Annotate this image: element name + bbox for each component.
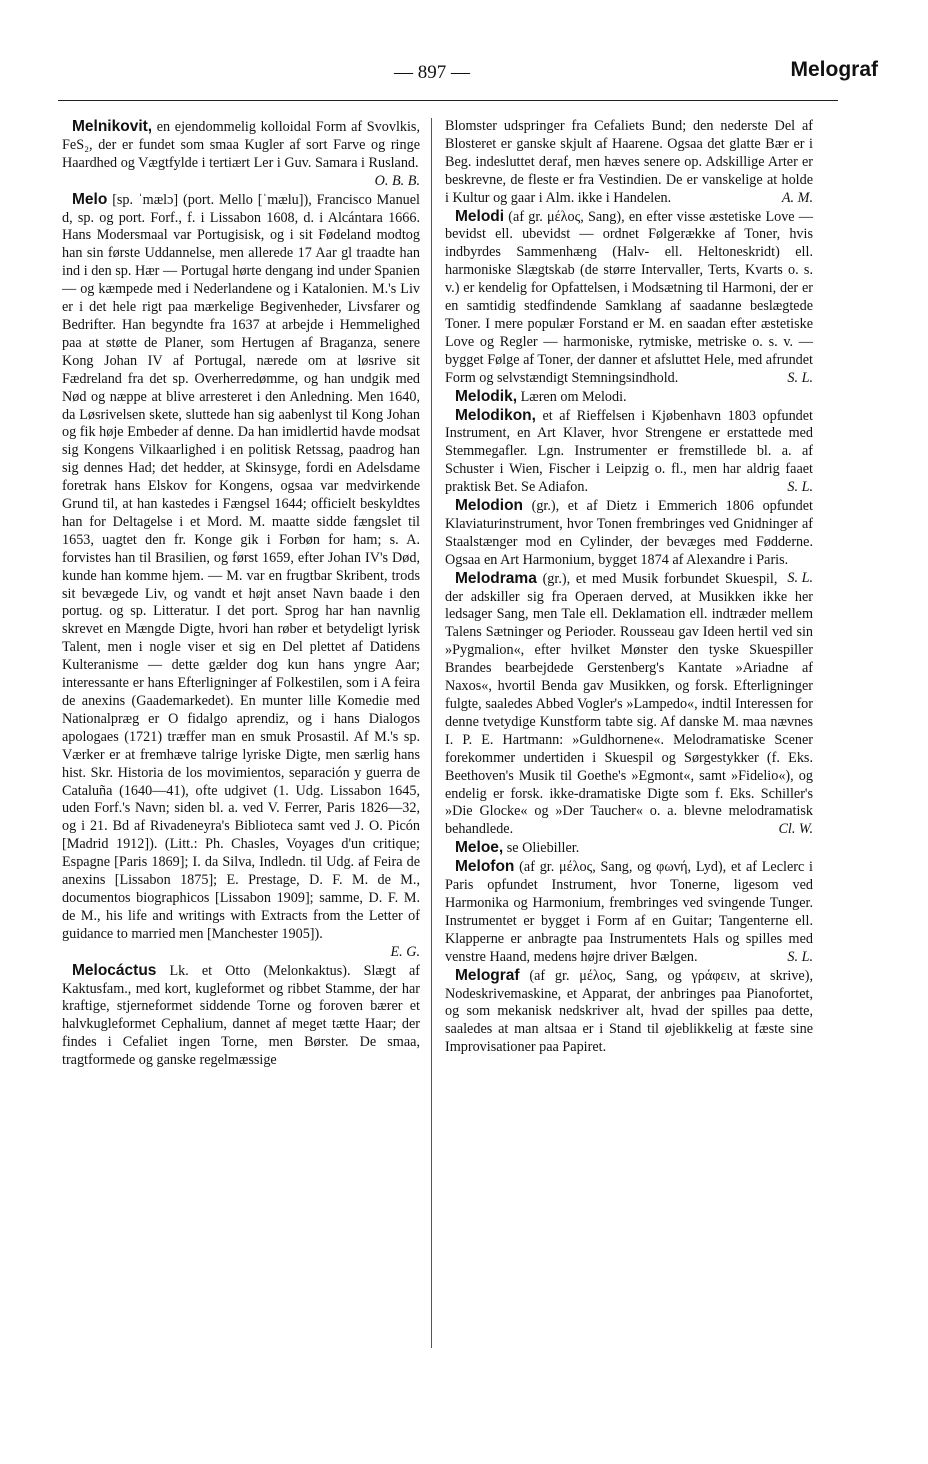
entry-text: (af gr. μέλος, Sang, og γράφειν, at skrive), Nodeskrivemaskine, et Apparat, der anbringes paa Pianofortet, og som mekanisk nedskriver alt, hvad der spilles paa dette, saaledes at man altsaa er i Stand til øjeblikkelig at fæste sine Improvisationer paa Papiret. bbox=[445, 967, 813, 1056]
page-number: — 897 — bbox=[394, 62, 470, 83]
entry-text: Blomster udspringer fra Cefaliets Bund; den nederste Del af Blosteret er ganske skjult af Haarene. Ogsaa det glatte Bær er i Beg. indesluttet deraf, men hæves senere op. Adskillige Arter er beskrevne, de fleste er fra Vestindien. De er vanskelige at holde i Kultur og gaar i Alm. ikke i Handelen. bbox=[445, 118, 813, 206]
entry-melnikovit bbox=[62, 118, 420, 191]
entry-headword: Melo bbox=[72, 190, 108, 208]
entry-melodikon bbox=[445, 407, 813, 498]
entry-melodrama bbox=[445, 570, 813, 840]
left-column bbox=[62, 118, 420, 1070]
entry-text: (af gr. μέλος, Sang), en efter visse æstetiske Love — bevidst ell. ubevidst — ordnet Følgerække af Toner, hvis indbyrdes Sammenhæng (Halv- ell. Heltoneskridt) ell. harmoniske Slægtskab (de større Intervaller, Terts, Kvarts o. s. v.) er kendelig for Opfattelsen, i Modsætning til Harmoni, der er en samtidig stedfindende Samklang af saadanne beslægtede Toner. I mere populær Forstand er M. en saadan efter æstetiske Love og Regler — harmoniske, rytmiske, metriske o. s. v. — bygget Følge af Toner, der danner et afsluttet Hele, med afrundet Form og selvstændigt Stemningsindhold. bbox=[445, 208, 813, 386]
entry-signature: Cl. W. bbox=[778, 821, 813, 838]
entry-signature: S. L. bbox=[787, 369, 813, 386]
entry-text: se Oliebiller. bbox=[503, 840, 580, 857]
entry-signature: A. M. bbox=[781, 189, 813, 206]
entry-headword: Melodrama bbox=[455, 569, 537, 587]
entry-melodi bbox=[445, 208, 813, 388]
entry-melocactus-continued bbox=[445, 118, 813, 208]
entry-text: en ejendommelig kolloidal Form af Svovlkis, FeS₂, der er fundet som smaa Kugler af sort Farve og ringe Haardhed og Vægtfylde i tertiært Ler i Guv. Samara i Rusland. bbox=[62, 119, 420, 171]
column-divider bbox=[431, 118, 432, 1348]
entry-text: (gr.), et af Dietz i Emmerich 1806 opfundet Klaviaturinstrument, hvor Tonen frembringes ved Gnidninger af Staalstænger mod en Cylinder, der bevæges med Fødderne. Ogsaa en Art Harmonium, bygget 1874 af Alexandre i Paris. bbox=[445, 498, 813, 568]
running-head: Melograf bbox=[790, 58, 878, 81]
entry-text: (gr.), et med Musik forbundet Skuespil, der adskiller sig fra Operaen derved, at Musikken ikke her ledsager Sang, men Tale ell. Deklamation ell. indtræder mellem Talens Sætninger og Perioder. Rousseau gav Ideen hertil ved sin »Pygmalion«, efter hvilket Mønster den tyske Skuespiller Brandes bearbejdede Gerstenberg's Kantate »Ariadne af Naxos«, hvortil Benda gav Musikken, og forsk. Efterligninger fulgte, saaledes Abbed Vogler's »Lampedo«, indtil Interessen for denne tvetydige Kunstform tabte sig. Af danske M. maa nævnes I. P. E. Hartmann: »Guldhornene«. Melodramatiske Scener forekommer undertiden i Skuespil og Sørgestykker (f. Eks. Beethoven's Musik til Goethe's »Egmont«, samt »Fidelio«), og endelig er forsk. ikke-dramatiske Digte som f. Eks. Schiller's »Die Glocke« og »Der Taucher« o. a. blevne melodramatisk behandlede. bbox=[445, 570, 813, 838]
entry-headword: Melodion bbox=[455, 497, 524, 515]
right-column bbox=[445, 118, 813, 1057]
entry-text: [sp. ˈmælɔ] (port. Mello [ˈmælu]), Francisco Manuel d, sp. og port. Forf., f. i Lissabon 1608, d. i Alcántara 1666. Hans Modersmaal var Portugisisk, og i sit Fødeland modtog han sin første Uddannelse, men allerede 17 Aar gl traadte han ind i den sp. Hær — Portugal hørte dengang ind under Spanien — og kæmpede med i Nederlandene og i Katalonien. M.'s Liv er i det hele rigt paa mærkelige Begivenheder, Livsfarer og Bedrifter. Han begyndte fra 1637 at arbejde i Hemmelighed paa at støtte de Planer, som Hertugen af Braganza, senere Kong Johan IV af Portugal, nærede om at løsrive sit Fædreland fra det sp. Overherredømme, og han undgik med Nød og næppe at blive arresteret i den Anledning. Men 1640, da Løsrivelsen skete, sluttede han sig aabenlyst til Kong Johan og fik høje Embeder af denne. Da han imidlertid havde modsat sig Kongens Vilkaarlighed i en politisk Retssag, paadrog han sig dennes Had; det hedder, at Skinsyge, fordi en Adelsdame foretrak hans Elskov for Kongens, ogsaa var medvirkende Grund til, at han kastedes i Fængsel 1644; officielt beskyldtes han for Deltagelse i et Mord. M. maatte sidde fængslet til 1653, uagtet den fr. Konge gik i Forbøn for ham; s. A. forvistes han til Brasilien, og først 1659, efter Johan IV's Død, kunde han komme hjem. — M. var en frugtbar Skribent, trods sit bevægede Liv, og vandt et højt anset Navn baade i den portug. og sp. Litteratur. I det port. Sprog har han navnlig skrevet en Mængde Digte, hvori han røber et betydeligt lyrisk Talent, men i nogle viser et sig en Del plettet af Datidens Kulteranisme — dette gælder dog kun hans yngre Aar; interessante er hans Efterligninger af Folkestilen, som i A feira de anexins (Gaademarkedet). En munter lille Komedie med Nationalpræg er O fidalgo aprendiz, og i hans Dialogos apologaes (1721) træffer man en smuk Prosastil. Af M.'s sp. Værker er at fremhæve talrige lyriske Digte, men særlig hans hist. Skr. Historia de los movimientos, separación y guerra de Cataluña (1640—41), ofte udgivet (1. Udg. Lissabon 1645, uden Forf.'s Navn; siden bl. a. ved V. Ferrer, Paris 1826—32, og i 21. Bd af Rivadeneyra's Biblioteca samt ved J. O. Picón [Madrid 1912]). (Litt.: Ph. Chasles, Voyages d'un critique; Espagne [Paris 1869]; I. da Silva, Indledn. til Udg. af Feira de anexins [Lissabon 1875]; E. Prestage, D. F. M. de M., documentos biographicos [Lissabon 1909]; samme, D. F. M. de M., his life and writings with Extracts from the Letter of guidance to married men [Manchester 1905]). bbox=[62, 191, 420, 942]
entry-headword: Melocáctus bbox=[72, 961, 157, 979]
entry-text: et af Rieffelsen i Kjøbenhavn 1803 opfundet Instrument, en Art Klaver, hvor Strengene er erstattede med Stemmegafler. Lgn. Instrumenter er fremstillede bl. a. af Schuster i Wien, Fischer i Leipzig o. fl., men har aldrig faaet praktisk Bet. Se Adiafon. bbox=[445, 407, 813, 496]
entry-melodik bbox=[445, 388, 813, 407]
page-header bbox=[58, 58, 878, 94]
entry-headword: Melodik, bbox=[455, 387, 518, 405]
entry-melograf bbox=[445, 967, 813, 1058]
entry-headword: Melofon bbox=[455, 858, 515, 876]
header-rule bbox=[58, 100, 838, 101]
entry-headword: Melnikovit, bbox=[72, 118, 153, 135]
entry-headword: Meloe, bbox=[455, 839, 504, 857]
entry-melocactus bbox=[62, 962, 420, 1070]
entry-text: (af gr. μέλος, Sang, og φωνή, Lyd), et af Leclerc i Paris opfundet Instrument, hvor Tonerne, ligesom ved Harmonika og Harmonium, frembringes ved svingende Tunger. Instrumentet er bygget i Form af en Guitar; Tangenterne ell. Klapperne er anbragte paa Instrumentets Hals og spilles med venstre Haand, medens højre driver Bælgen. bbox=[445, 859, 813, 965]
entry-text: Læren om Melodi. bbox=[517, 388, 627, 405]
entry-signature: S. L. bbox=[787, 948, 813, 965]
entry-meloe bbox=[445, 839, 813, 858]
entry-headword: Melodikon, bbox=[455, 406, 536, 424]
entry-signature: S. L. bbox=[787, 479, 813, 496]
entry-melo bbox=[62, 191, 420, 962]
entry-melofon bbox=[445, 858, 813, 966]
entry-headword: Melograf bbox=[455, 966, 520, 984]
entry-signature: O. B. B. bbox=[374, 172, 420, 189]
entry-signature: E. G. bbox=[390, 943, 420, 960]
entry-headword: Melodi bbox=[455, 207, 505, 225]
entry-text: Lk. et Otto (Melonkaktus). Slægt af Kaktusfam., med kort, kugleformet og ribbet Stamme, der har kraftige, stjerneformet siddende Torne og foroven bærer et halvkugleformet Cephalium, dannet af meget tætte Haar; der findes i Cefaliet ingen Torne, men Børster. De smaa, tragtformede og ganske regelmæssige bbox=[62, 962, 420, 1069]
entry-signature: S. L. bbox=[787, 569, 813, 586]
